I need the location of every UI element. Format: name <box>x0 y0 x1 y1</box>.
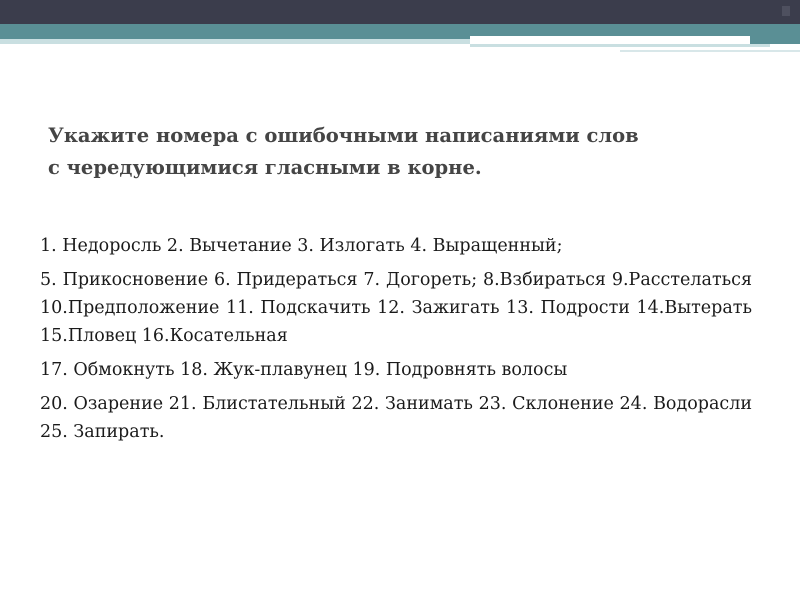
word-list <box>40 232 752 446</box>
top-decorative-line-secondary <box>620 50 800 52</box>
slide-title-line-1: Укажите номера с ошибочными написаниями слов <box>48 124 639 147</box>
word-list-paragraph-1: 1. Недоросль 2. Вычетание 3. Излогать 4. Выращенный; <box>40 236 563 256</box>
slide-title-line-2: с чередующимися гласными в корне. <box>48 156 482 179</box>
word-list-paragraph-2: 5. Прикосновение 6. Придераться 7. Догореть; 8.Взбираться 9.Расстелаться 10.Предположение 11. Подскачить 12. Зажигать 13. Подрости 14.Вытерать 15.Пловец 16.Косательная <box>40 270 752 346</box>
top-decorative-bar-light <box>0 39 470 44</box>
top-decorative-accent <box>782 6 790 16</box>
top-decorative-bar-dark <box>0 0 800 24</box>
word-list-paragraph-4: 20. Озарение 21. Блистательный 22. Занимать 23. Склонение 24. Водорасли 25. Запирать. <box>40 394 752 442</box>
top-decorative-gap <box>470 36 750 49</box>
top-decorative-line <box>470 44 770 47</box>
slide-title <box>48 120 768 184</box>
top-decorative-bar-teal-right <box>750 24 800 44</box>
word-list-paragraph-3: 17. Обмокнуть 18. Жук-плавунец 19. Подровнять волосы <box>40 360 568 380</box>
